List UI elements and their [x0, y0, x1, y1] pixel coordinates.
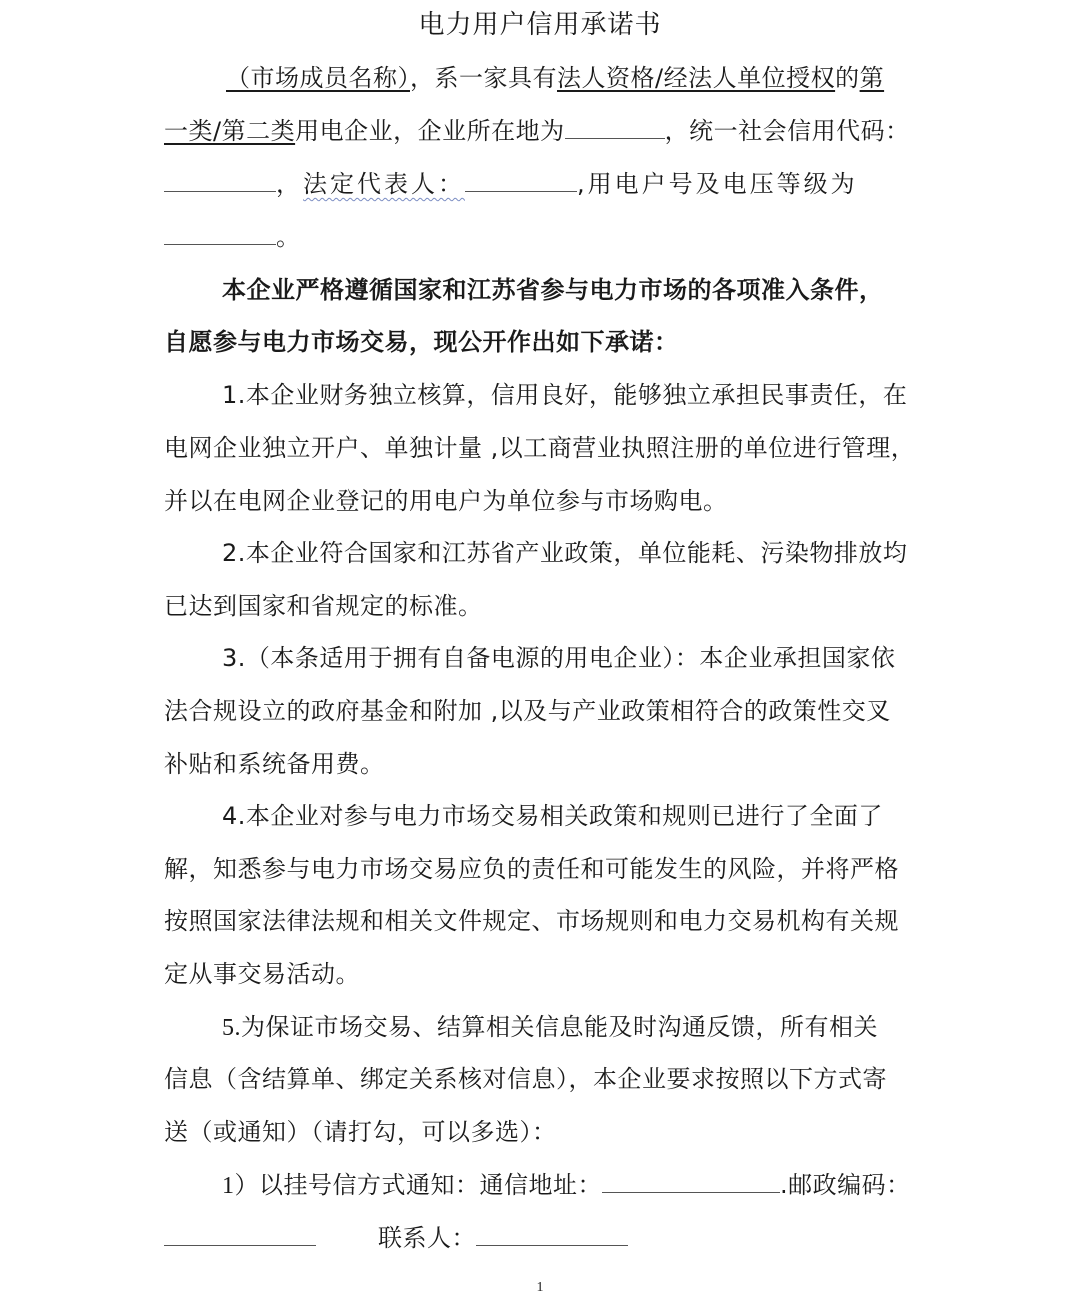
category-option-start[interactable]: 第 — [859, 64, 885, 92]
sub-item-1-number: 1 — [222, 1173, 235, 1199]
item-5-number: 5. — [222, 1015, 241, 1041]
item-2-line-1: 2.本企业符合国家和江苏省产业政策，单位能耗、污染物排放均 — [222, 539, 908, 567]
item-1-line-2: 电网企业独立开户、单独计量 ,以工商营业执照注册的单位进行管理， — [164, 434, 916, 462]
intro-line-2: 一类/第二类用电企业，企业所在地为 ，统一社会信用代码： — [164, 111, 924, 151]
legal-rep-label: 法定代表人： — [303, 170, 465, 198]
item-1-line-3: 并以在电网企业登记的用电户为单位参与市场购电。 — [164, 487, 728, 515]
location-blank[interactable] — [565, 112, 665, 139]
sub-item-1-line-2: 联系人： — [164, 1218, 924, 1258]
item-4-line-2: 解，知悉参与电力市场交易应负的责任和可能发生的风险，并将严格 — [164, 855, 899, 883]
postcode-blank[interactable] — [164, 1219, 316, 1246]
item-3-line-3: 补贴和系统备用费。 — [164, 750, 385, 778]
document-title: 电力用户信用承诺书 — [418, 10, 662, 40]
intro-line-3: ，法定代表人： ,用电户号及电压等级为 — [164, 164, 924, 204]
member-name-field[interactable]: （市场成员名称） — [226, 64, 410, 92]
item-3-line-1: 3.（本条适用于拥有自备电源的用电企业）：本企业承担国家依 — [222, 644, 896, 672]
item-1-line-1: 1.本企业财务独立核算，信用良好，能够独立承担民事责任，在 — [222, 381, 908, 409]
commitment-intro-line-2: 自愿参与电力市场交易，现公开作出如下承诺： — [164, 328, 679, 356]
account-voltage-blank[interactable] — [164, 218, 276, 245]
item-3-line-2: 法合规设立的政府基金和附加 ,以及与产业政策相符合的政策性交叉 — [164, 697, 891, 725]
intro-line-1: （市场成员名称），系一家具有法人资格/经法人单位授权的第 — [226, 64, 885, 92]
item-2-line-2: 已达到国家和省规定的标准。 — [164, 592, 483, 620]
mailing-address-blank[interactable] — [602, 1166, 780, 1193]
item-5-line-3: 送（或通知）（请打勾，可以多选）： — [164, 1118, 557, 1146]
intro-line-4: 。 — [164, 217, 924, 257]
page-number: 1 — [536, 1280, 544, 1295]
sub-item-1-line-1: 1）以挂号信方式通知：通信地址： .邮政编码： — [164, 1165, 924, 1206]
item-4-line-1: 4.本企业对参与电力市场交易相关政策和规则已进行了全面了 — [222, 802, 883, 830]
item-4-line-3: 按照国家法律法规和相关文件规定、市场规则和电力交易机构有关规 — [164, 907, 899, 935]
contact-person-blank[interactable] — [476, 1219, 628, 1246]
item-5-line-2: 信息（含结算单、绑定关系核对信息），本企业要求按照以下方式寄 — [164, 1065, 887, 1093]
commitment-intro-line-1: 本企业严格遵循国家和江苏省参与电力市场的各项准入条件， — [222, 276, 884, 304]
qualification-option[interactable]: 法人资格/经法人单位授权 — [557, 64, 836, 92]
credit-code-blank[interactable] — [164, 165, 276, 192]
item-5-line-1: 5.为保证市场交易、结算相关信息能及时沟通反馈，所有相关 — [222, 1013, 878, 1041]
category-option[interactable]: 一类/第二类 — [164, 117, 296, 145]
legal-rep-blank[interactable] — [465, 165, 577, 192]
item-4-line-4: 定从事交易活动。 — [164, 960, 360, 988]
